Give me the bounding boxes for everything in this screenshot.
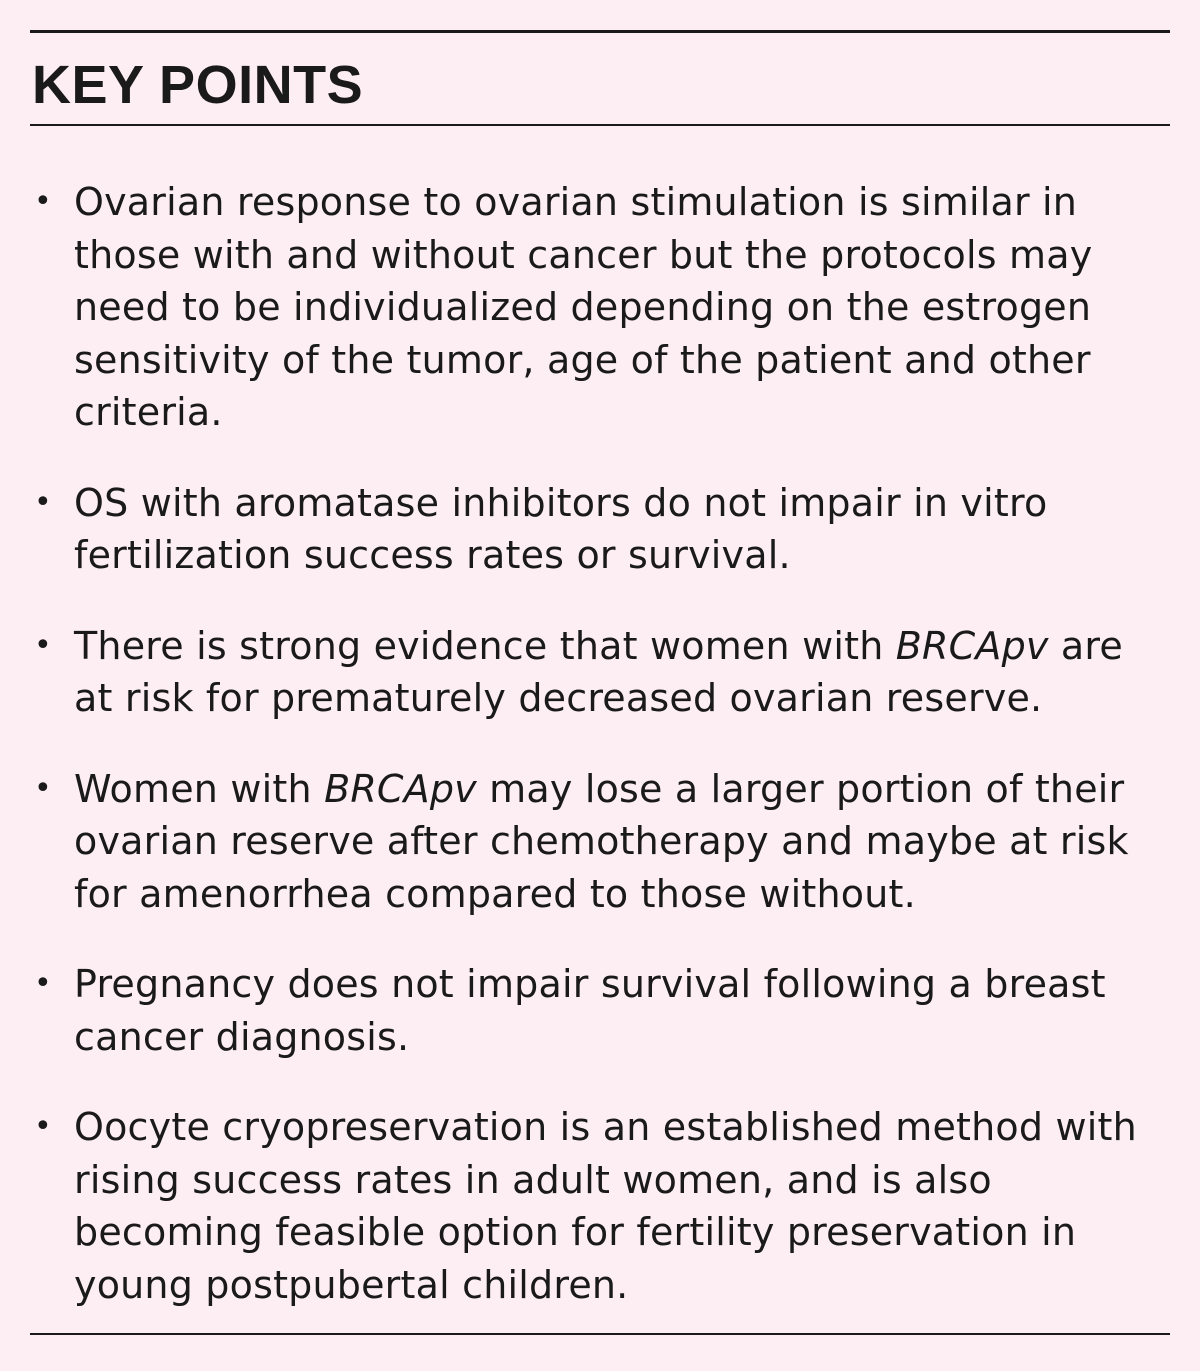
key-point-text: Ovarian response to ovarian stimulation is similar in those with and without cancer but the protocols may need to be individualized depending on the estrogen sensitivity of the tumor, age of the patient and other criteria. bbox=[74, 180, 1093, 434]
bullet-icon: • bbox=[34, 627, 52, 663]
key-point-4 bbox=[30, 763, 1170, 921]
key-point-5 bbox=[30, 958, 1170, 1063]
key-point-text: OS with aromatase inhibitors do not impair in vitro fertilization success rates or survival. bbox=[74, 480, 1048, 577]
bullet-icon: • bbox=[34, 966, 52, 1001]
key-point-text-continued: are at risk for prematurely decreased ovarian reserve. bbox=[74, 623, 1123, 720]
top-rule bbox=[30, 30, 1170, 33]
key-point-text: Pregnancy does not impair survival following a breast cancer diagnosis. bbox=[74, 962, 1106, 1059]
key-point-text: Women with bbox=[74, 766, 325, 811]
key-point-emphasis: BRCApv bbox=[324, 766, 477, 811]
key-point-1 bbox=[30, 176, 1170, 439]
key-point-text: Oocyte cryopreservation is an established method with rising success rates in adult women, and is also becoming feasible option for fertility preservation in young postpubertal children. bbox=[74, 1105, 1137, 1307]
key-point-6 bbox=[30, 1101, 1170, 1311]
bullet-icon: • bbox=[34, 184, 52, 219]
key-points-heading: KEY POINTS bbox=[32, 55, 364, 115]
key-points-box bbox=[30, 0, 1170, 1371]
key-point-2 bbox=[30, 477, 1170, 582]
key-point-text-continued: may lose a larger portion of their ovarian reserve after chemotherapy and maybe at risk for amenorrhea compared to those without. bbox=[74, 766, 1129, 916]
key-point-emphasis: BRCApv bbox=[895, 623, 1049, 668]
heading-rule bbox=[30, 124, 1170, 126]
key-point-3 bbox=[30, 620, 1170, 725]
bullet-icon: • bbox=[34, 1109, 52, 1144]
bullet-icon: • bbox=[34, 484, 52, 520]
key-point-text: There is strong evidence that women with bbox=[74, 623, 896, 668]
bottom-rule bbox=[30, 1333, 1170, 1335]
bullet-icon: • bbox=[34, 770, 52, 806]
key-points-list bbox=[30, 176, 1170, 1349]
